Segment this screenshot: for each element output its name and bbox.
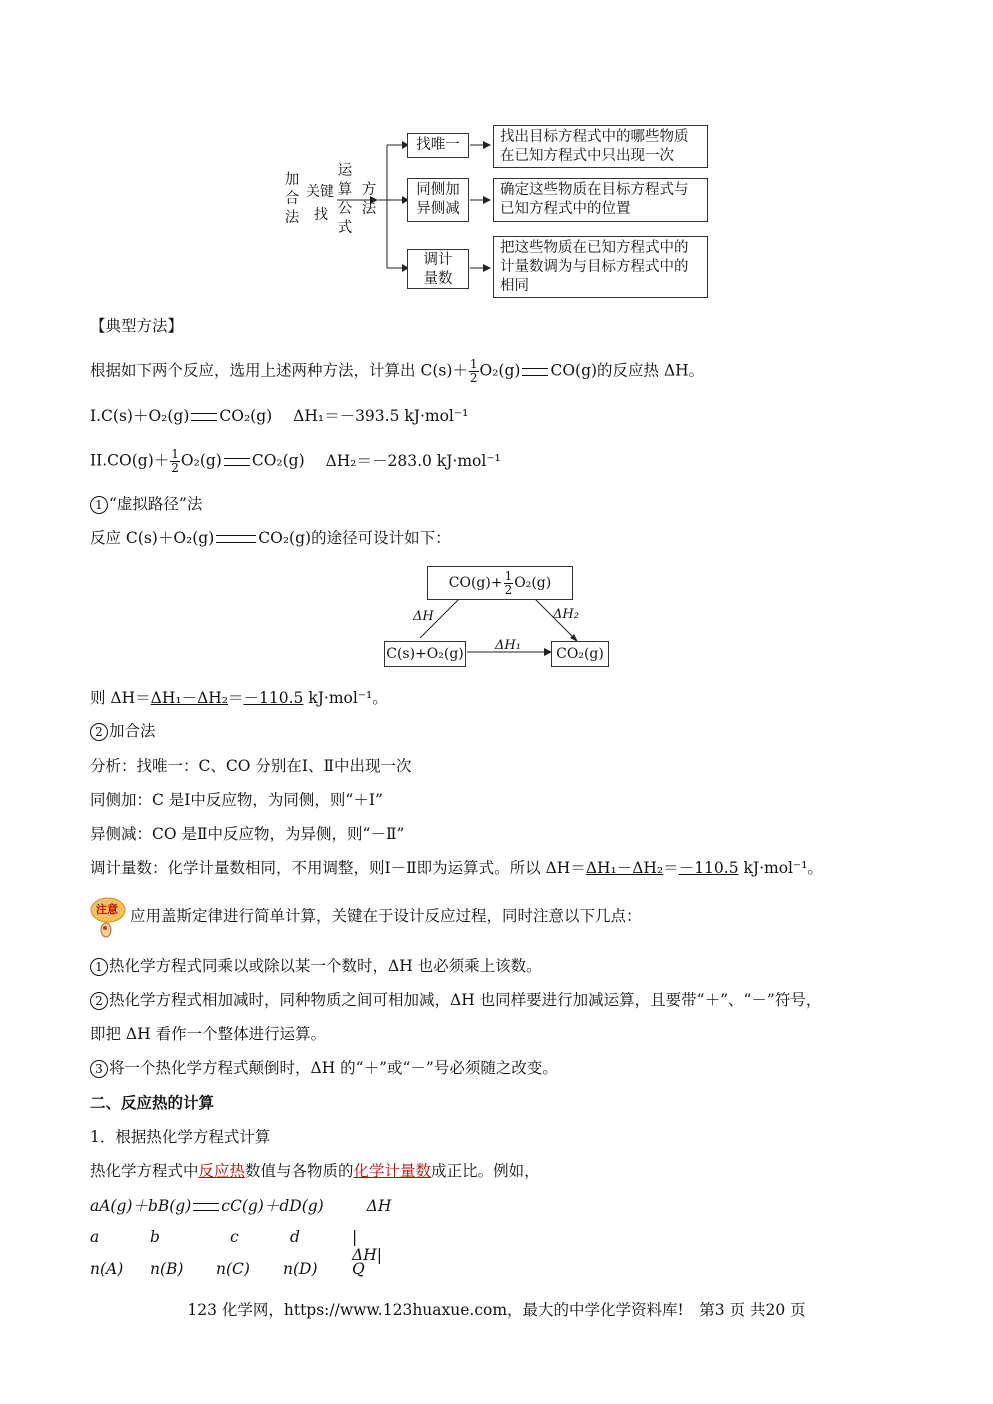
step-desc-adjust: 把这些物质在已知方程式中的计量数调为与目标方程式中的相同 [493, 236, 708, 298]
sub1-heading: 1．根据热化学方程式计算 [90, 1128, 271, 1146]
flow-left-label: 加合法 [284, 172, 300, 226]
page-footer: 123 化学网，https://www.123huaxue.com，最大的中学化学资料库! 第3 页 共20 页 [187, 1301, 806, 1319]
path-dh-label: ΔH [413, 609, 434, 624]
analysis-line-3: 异侧减：CO 是Ⅱ中反应物，为异侧，则“－Ⅱ” [90, 825, 405, 843]
point-1: 1 热化学方程式同乘以或除以某一个数时，ΔH 也必须乘上该数。 [90, 955, 542, 977]
step-desc-unique: 找出目标方程式中的哪些物质在已知方程式中只出现一次 [493, 125, 708, 168]
path-right-box: CO₂(g) [551, 641, 609, 667]
path-dh2-label: ΔH₂ [553, 607, 579, 622]
point-2: 2 热化学方程式相加减时，同种物质之间可相加减，ΔH 也同样要进行加减运算，且要带“＋”、“－”符号， [90, 989, 821, 1011]
flow-key-label: 关键 [306, 184, 334, 200]
reaction-ii: II.CO(g)＋ $\frac{1}{2}$ O₂(g) CO₂(g) ΔH₂＝－283.0 kJ·mol⁻¹ [90, 447, 501, 475]
analysis-line-1: 分析：找唯一：C、CO 分别在Ⅰ、Ⅱ中出现一次 [90, 757, 412, 775]
proportion-line: 热化学方程式中反应热数值与各物质的化学计量数成正比。例如， [90, 1162, 540, 1180]
path-top-box: CO(g)+ $\frac{1}{2}$ O₂(g) [427, 566, 573, 600]
method1-heading: 1 “虚拟路径”法 [90, 493, 202, 515]
reaction-arrow [216, 535, 256, 543]
circled-number: 1 [90, 496, 108, 514]
reaction-i: I.C(s)＋O₂(g) CO₂(g) ΔH₁＝－393.5 kJ·mol⁻¹ [90, 407, 469, 425]
result-line-1: 则 ΔH＝ΔH₁－ΔH₂＝－110.5 kJ·mol⁻¹。 [90, 689, 388, 707]
note-badge: 注意 [96, 903, 118, 916]
path-dh1-label: ΔH₁ [495, 638, 521, 653]
typical-method-heading: 【典型方法】 [90, 317, 184, 335]
intro-line: 根据如下两个反应，选用上述两种方法，计算出 C(s)＋ $\frac{1}{2}$ O₂(g) CO(g)的反应热 ΔH。 [90, 357, 705, 385]
point-3: 3 将一个热化学方程式颠倒时，ΔH 的“＋”或“－”号必须随之改变。 [90, 1057, 558, 1079]
flow-formula-label: 运算公式 [337, 163, 353, 236]
section2-heading: 二、反应热的计算 [90, 1094, 215, 1112]
method2-heading: 2 加合法 [90, 720, 156, 742]
flow-method-label: 方法 [361, 182, 377, 217]
reaction-arrow [224, 458, 250, 466]
step-desc-same-side: 确定这些物质在目标方程式与已知方程式中的位置 [493, 178, 708, 222]
path-left-box: C(s)+O₂(g) [384, 641, 466, 667]
circled-number: 2 [90, 992, 108, 1010]
circled-number: 2 [90, 723, 108, 741]
analysis-line-2: 同侧加：C 是Ⅰ中反应物，为同侧，则“＋Ⅰ” [90, 791, 383, 809]
point-2-cont: 即把 ΔH 看作一个整体进行运算。 [90, 1025, 327, 1043]
half-fraction: $\frac{1}{2}$ [469, 357, 478, 385]
circled-number: 3 [90, 1060, 108, 1078]
half-fraction: $\frac{1}{2}$ [171, 447, 179, 475]
reaction-arrow [191, 413, 217, 421]
step-box-adjust: 调计量数 [407, 249, 469, 289]
flow-find-label: 找 [314, 207, 328, 223]
note-text: 应用盖斯定律进行简单计算，关键在于设计反应过程，同时注意以下几点： [130, 907, 642, 925]
circled-number: 1 [90, 958, 108, 976]
general-equation: aA(g)＋bB(g) cC(g)＋dD(g) ΔH [90, 1197, 392, 1215]
step-box-unique: 找唯一 [407, 133, 469, 158]
reaction-arrow [193, 1203, 219, 1211]
path-intro: 反应 C(s)＋O₂(g) CO₂(g)的途径可设计如下： [90, 529, 451, 547]
note-icon [90, 896, 126, 938]
adjust-line: 调计量数：化学计量数相同，不用调整，则Ⅰ－Ⅱ即为运算式。所以 ΔH＝ΔH₁－ΔH₂＝－110.5 kJ·mol⁻¹。 [90, 859, 823, 877]
step-box-same-side: 同侧加异侧减 [407, 178, 469, 222]
reaction-arrow [522, 368, 548, 376]
